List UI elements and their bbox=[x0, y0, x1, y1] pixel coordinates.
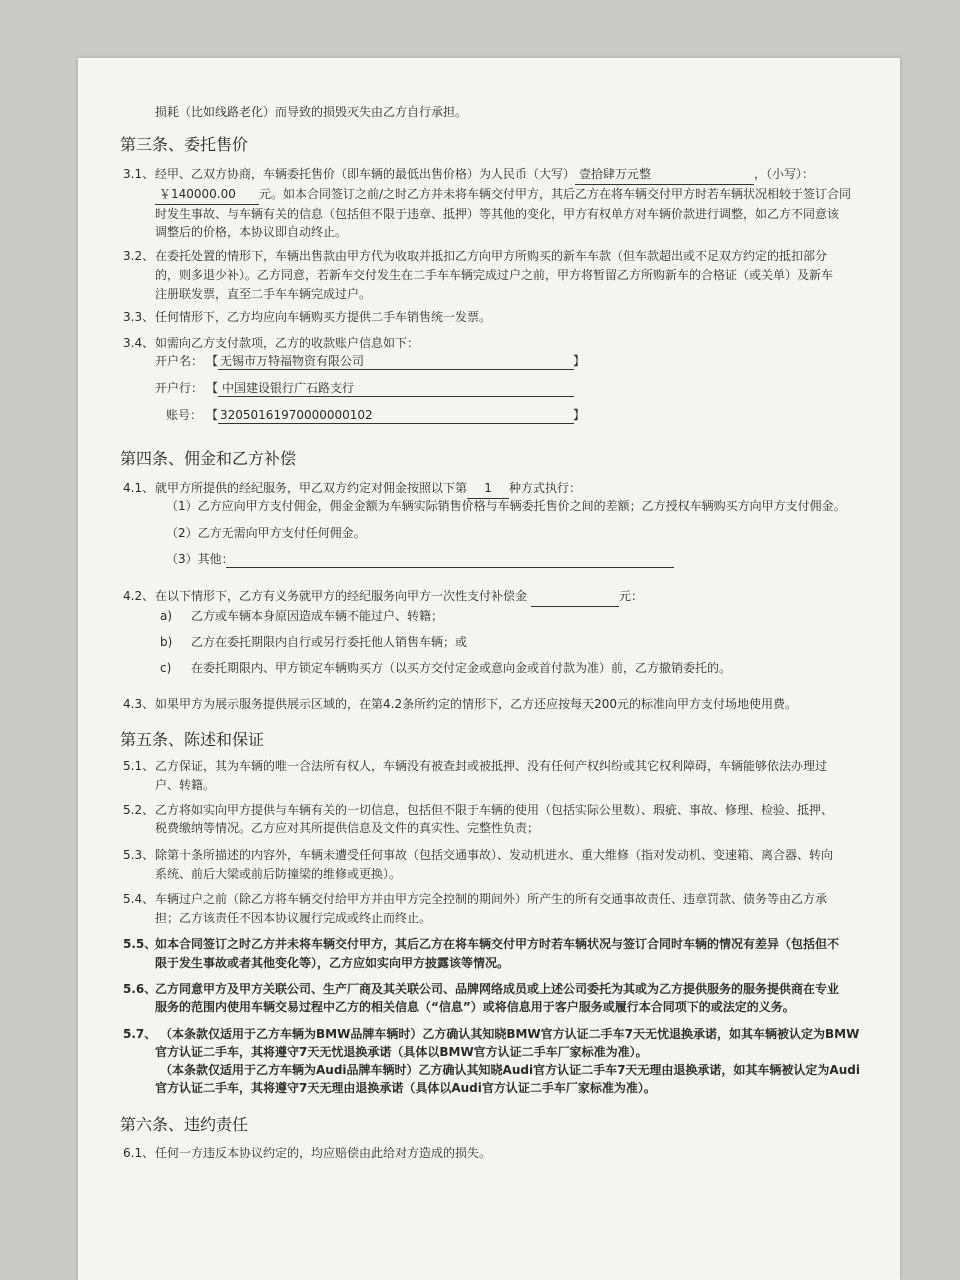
item-b-label: b) bbox=[160, 635, 173, 649]
bank-value: 中国建设银行广石路支行 bbox=[222, 381, 355, 395]
account-number-underline bbox=[218, 423, 574, 424]
account-number-label: 账号： bbox=[166, 408, 203, 422]
clause-3-3-number: 3.3、 bbox=[123, 310, 155, 324]
account-holder-underline bbox=[218, 369, 574, 370]
account-holder-value: 无锡市万特福物资有限公司 bbox=[220, 354, 365, 368]
clause-5-3-number: 5.3、 bbox=[123, 848, 155, 862]
clause-3-1-line-4: 调整后的价格，本协议即自动终止。 bbox=[155, 225, 348, 239]
lead-text: 损耗（比如线路老化）而导致的损毁灭失由乙方自行承担。 bbox=[155, 105, 468, 119]
bracket-open: 【 bbox=[206, 354, 219, 368]
clause-3-4-line-1: 如需向乙方支付款项，乙方的收款账户信息如下： bbox=[155, 336, 420, 350]
price-upper-field: 壹拾肆万元整 bbox=[575, 164, 754, 185]
bracket-close: 】 bbox=[573, 354, 586, 368]
clause-5-7-line-3: （本条款仅适用于乙方车辆为Audi品牌车辆时）乙方确认其知晓Audi官方认证二手车7天无理由退换承诺，如其车辆被认定为Audi bbox=[160, 1063, 860, 1077]
clause-5-7-line-4: 官方认证二手车，其将遵守7天无理由退换承诺（具体以Audi官方认证二手车厂家标准为准）。 bbox=[155, 1081, 656, 1095]
clause-5-1-line-1: 乙方保证，其为车辆的唯一合法所有权人，车辆没有被查封或被抵押、没有任何产权纠纷或其它权利障碍，车辆能够依法办理过 bbox=[155, 759, 828, 773]
clause-5-7-line-2: 官方认证二手车，其将遵守7天无忧退换承诺（具体以BMW官方认证二手车厂家标准为准）。 bbox=[155, 1045, 648, 1059]
bank-label: 开户行： bbox=[155, 381, 204, 395]
clause-4-1-line-1-post: 种方式执行： bbox=[509, 481, 582, 495]
clause-6-1-number: 6.1、 bbox=[123, 1146, 155, 1160]
clause-3-2-line-3: 注册联发票，直至二手车车辆完成过户。 bbox=[155, 287, 372, 301]
option-2-text: （2）乙方无需向甲方支付任何佣金。 bbox=[166, 526, 366, 540]
clause-5-5-line-2: 限于发生事故或者其他变化等），乙方应如实向甲方披露该等情况。 bbox=[155, 956, 510, 970]
clause-5-6-line-1: 乙方同意甲方及甲方关联公司、生产厂商及其关联公司、品牌网络成员或上述公司委托为其或为乙方提供服务的服务提供商在专业 bbox=[155, 982, 840, 996]
clause-3-1-line-1 bbox=[155, 164, 814, 185]
clause-5-2-line-1: 乙方将如实向甲方提供与车辆有关的一切信息，包括但不限于车辆的使用（包括实际公里数）、瑕疵、事故、修理、检验、抵押、 bbox=[155, 803, 834, 817]
section-5-title: 第五条、陈述和保证 bbox=[120, 730, 265, 749]
clause-5-3-line-1: 除第十条所描述的内容外，车辆未遭受任何事故（包括交通事故）、发动机进水、重大维修（指对发动机、变速箱、离合器、转向 bbox=[155, 848, 834, 862]
clause-5-5-number: 5.5、 bbox=[123, 937, 157, 951]
clause-3-1-line-1-pre: 经甲、乙双方协商，车辆委托售价（即车辆的最低出售价格）为人民币（大写） bbox=[155, 167, 576, 181]
clause-5-2-line-2: 税费缴纳等情况。乙方应对其所提供信息及文件的真实性、完整性负责； bbox=[155, 821, 540, 835]
clause-4-3-number: 4.3、 bbox=[123, 697, 155, 711]
clause-5-6-number: 5.6、 bbox=[123, 982, 157, 996]
option-3-text: （3）其他： bbox=[166, 552, 234, 566]
clause-4-2-line-1 bbox=[155, 586, 643, 607]
option-3-underline bbox=[226, 567, 674, 568]
item-c-label: c) bbox=[160, 661, 172, 675]
account-number-value: 32050161970000000102 bbox=[220, 408, 373, 422]
clause-4-1-number: 4.1、 bbox=[123, 481, 155, 495]
clause-3-1-line-2 bbox=[155, 184, 851, 205]
item-a-text: 乙方或车辆本身原因造成车辆不能过户、转籍； bbox=[191, 609, 444, 623]
clause-5-4-line-2: 担；乙方该责任不因本协议履行完成或终止而终止。 bbox=[155, 911, 432, 925]
clause-3-2-line-1: 在委托处置的情形下，车辆出售款由甲方代为收取并抵扣乙方向甲方所购买的新车车款（但车款超出或不足双方约定的抵扣部分 bbox=[155, 249, 828, 263]
clause-4-3-line-1: 如果甲方为展示服务提供展示区域的，在第4.2条所约定的情形下，乙方还应按每天200元的标准向甲方支付场地使用费。 bbox=[155, 697, 797, 711]
clause-5-4-number: 5.4、 bbox=[123, 892, 155, 906]
bracket-close: 】 bbox=[573, 408, 586, 422]
item-a-label: a) bbox=[160, 609, 173, 623]
clause-3-3-line-1: 任何情形下，乙方均应向车辆购买方提供二手车销售统一发票。 bbox=[155, 310, 492, 324]
clause-4-2-line-1-post: 元： bbox=[619, 589, 644, 603]
section-6-title: 第六条、违约责任 bbox=[120, 1115, 249, 1134]
bank-underline bbox=[218, 396, 574, 397]
clause-5-1-number: 5.1、 bbox=[123, 759, 155, 773]
option-number-field: 1 bbox=[467, 478, 509, 499]
clause-4-2-line-1-pre: 在以下情形下，乙方有义务就甲方的经纪服务向甲方一次性支付补偿金 bbox=[155, 589, 528, 603]
section-3-title: 第三条、委托售价 bbox=[120, 135, 249, 154]
clause-5-5-line-1: 如本合同签订之时乙方并未将车辆交付甲方，其后乙方在将车辆交付甲方时若车辆状况与签订合同时车辆的情况有差异（包括但不 bbox=[155, 937, 840, 951]
option-1-text: （1）乙方应向甲方支付佣金，佣金金额为车辆实际销售价格与车辆委托售价之间的差额；乙方授权车辆购买方向甲方支付佣金。 bbox=[166, 499, 846, 513]
account-holder-label: 开户名： bbox=[155, 354, 204, 368]
clause-3-2-number: 3.2、 bbox=[123, 249, 155, 263]
clause-5-6-line-2: 服务的范围内使用车辆交易过程中乙方的相关信息（“信息”）或将信息用于客户服务或履行本合同项下的或法定的义务。 bbox=[155, 1000, 795, 1014]
clause-5-7-number: 5.7、 bbox=[123, 1027, 157, 1041]
clause-5-2-number: 5.2、 bbox=[123, 803, 155, 817]
bracket-open: 【 bbox=[206, 408, 219, 422]
item-b-text: 乙方在委托期限内自行或另行委托他人销售车辆；或 bbox=[191, 635, 468, 649]
compensation-field bbox=[531, 586, 619, 607]
clause-3-1-number: 3.1、 bbox=[123, 167, 155, 181]
section-4-title: 第四条、佣金和乙方补偿 bbox=[120, 449, 297, 468]
clause-5-4-line-1: 车辆过户之前（除乙方将车辆交付给甲方并由甲方完全控制的期间外）所产生的所有交通事故责任、违章罚款、债务等由乙方承 bbox=[155, 892, 828, 906]
clause-4-2-number: 4.2、 bbox=[123, 589, 155, 603]
price-lower-field: ￥140000.00 bbox=[155, 184, 259, 205]
clause-3-2-line-2: 的，则多退少补）。乙方同意，若新车交付发生在二手车车辆完成过户之前，甲方将暂留乙方所购新车的合格证（或关单）及新车 bbox=[155, 268, 834, 282]
clause-5-3-line-2: 系统、前后大梁或前后防撞梁的维修或更换）。 bbox=[155, 867, 402, 881]
clause-3-1-line-3: 时发生事故、与车辆有关的信息（包括但不限于违章、抵押）等其他的变化，甲方有权单方对车辆价款进行调整，如乙方不同意该 bbox=[155, 207, 840, 221]
clause-3-1-line-2-post: 元。如本合同签订之前/之时乙方并未将车辆交付甲方，其后乙方在将车辆交付甲方时若车辆状况相较于签订合同 bbox=[259, 187, 852, 201]
clause-5-7-line-1: （本条款仅适用于乙方车辆为BMW品牌车辆时）乙方确认其知晓BMW官方认证二手车7天无忧退换承诺，如其车辆被认定为BMW bbox=[160, 1027, 860, 1041]
bracket-open: 【 bbox=[206, 381, 219, 395]
clause-5-1-line-2: 户、转籍。 bbox=[155, 778, 216, 792]
clause-3-1-line-1-post: ，（小写）： bbox=[754, 167, 815, 181]
clause-3-4-number: 3.4、 bbox=[123, 336, 155, 350]
item-c-text: 在委托期限内、甲方锁定车辆购买方（以买方交付定金或意向金或首付款为准）前，乙方撤销委托的。 bbox=[191, 661, 732, 675]
clause-4-1-line-1-pre: 就甲方所提供的经纪服务，甲乙双方约定对佣金按照以下第 bbox=[155, 481, 468, 495]
clause-6-1-line-1: 任何一方违反本协议约定的，均应赔偿由此给对方造成的损失。 bbox=[155, 1146, 492, 1160]
